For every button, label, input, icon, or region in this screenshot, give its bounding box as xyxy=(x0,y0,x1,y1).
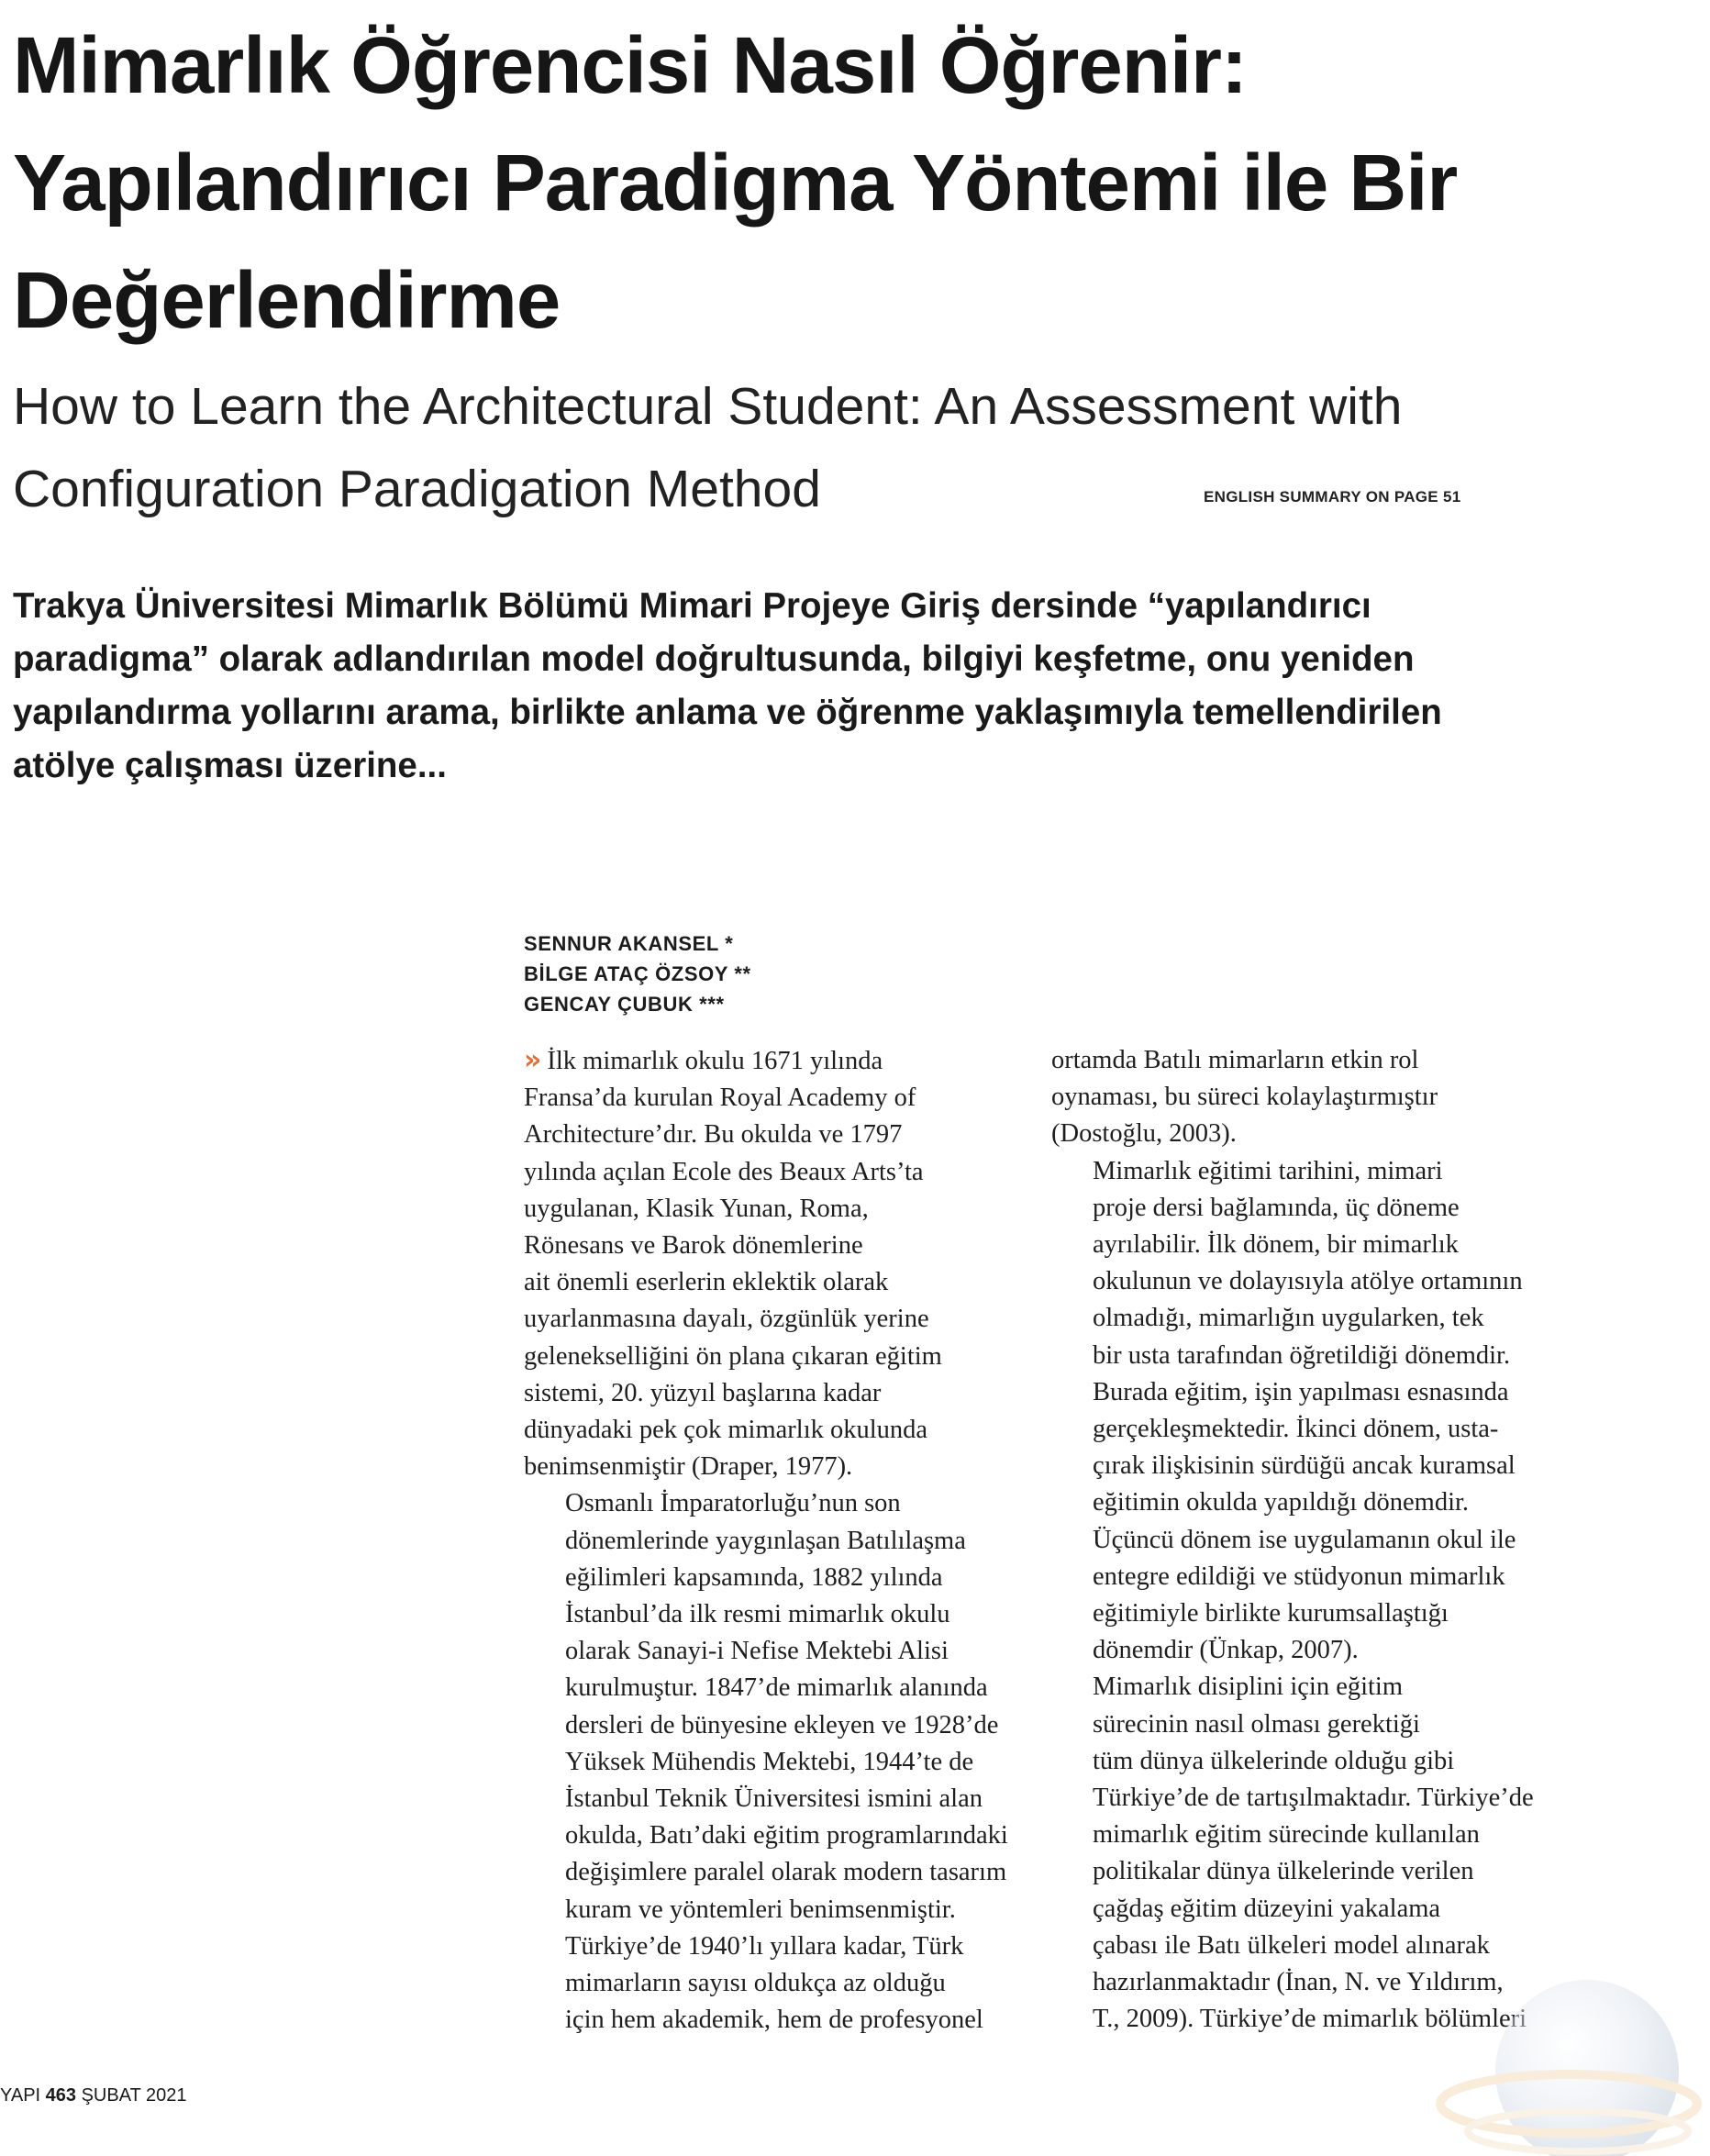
body-paragraph xyxy=(1051,1153,1565,1670)
text-line: Yüksek Mühendis Mektebi, 1944’te de xyxy=(565,1747,974,1776)
text-line: tüm dünya ülkelerinde olduğu gibi xyxy=(1093,1746,1455,1775)
text-line: olmadığı, mimarlığın uygularken, tek xyxy=(1093,1304,1484,1333)
text-line: ortamda Batılı mimarların etkin rol xyxy=(1051,1046,1419,1074)
text-line: Türkiye’de 1940’lı yıllara kadar, Türk xyxy=(565,1931,964,1961)
text-line: gerçekleşmektedir. İkinci dönem, usta- xyxy=(1093,1415,1499,1444)
body-paragraph xyxy=(1051,1042,1565,1153)
text-line: gelenekselliğini ön plana çıkaran eğitim xyxy=(524,1341,942,1371)
text-line: dünyadaki pek çok mimarlık okulunda xyxy=(524,1416,928,1445)
lead-line: Trakya Üniversitesi Mimarlık Bölümü Mimari Projeye Giriş dersinde “yapılandırıcı xyxy=(13,586,1371,626)
text-line: dersleri de bünyesine ekleyen ve 1928’de xyxy=(565,1710,999,1739)
author-name: BİLGE ATAÇ ÖZSOY ** xyxy=(524,962,751,985)
author-name: GENCAY ÇUBUK *** xyxy=(524,993,725,1016)
text-line: T., 2009). Türkiye’de mimarlık bölümleri xyxy=(1093,2005,1527,2034)
text-fragment: İlk mimarlık okulu 1671 yılında xyxy=(547,1047,883,1075)
text-line: eğitimin okulda yapıldığı dönemdir. xyxy=(1093,1488,1470,1517)
issue-date: ŞUBAT 2021 xyxy=(81,2085,187,2106)
author-name: SENNUR AKANSEL * xyxy=(524,932,734,955)
text-line: uygulanan, Klasik Yunan, Roma, xyxy=(524,1194,869,1223)
body-paragraph xyxy=(524,1042,1038,1485)
text-line: bir usta tarafından öğretildiği dönemdir. xyxy=(1093,1340,1511,1370)
text-line: oynaması, bu süreci kolaylaştırmıştır xyxy=(1051,1083,1438,1112)
text-line: Rönesans ve Barok dönemlerine xyxy=(524,1231,863,1261)
text-line: olarak Sanayi-i Nefise Mektebi Alisi xyxy=(565,1637,949,1666)
text-line: çabası ile Batı ülkeleri model alınarak xyxy=(1093,1930,1490,1960)
subtitle-line: How to Learn the Architectural Student: An Assessment with xyxy=(13,377,1403,436)
lead-paragraph xyxy=(13,580,1517,793)
text-line: kuram ve yöntemleri benimsenmiştir. xyxy=(565,1895,956,1924)
body-column-left xyxy=(524,1042,1038,2039)
text-line: çırak ilişkisinin sürdüğü ancak kuramsal xyxy=(1093,1451,1516,1481)
text-line: Burada eğitim, işin yapılması esnasında xyxy=(1093,1377,1509,1406)
article-title xyxy=(13,7,1646,360)
text-line: Osmanlı İmparatorluğu’nun son xyxy=(565,1489,901,1518)
magazine-name: YAPI xyxy=(0,2085,41,2106)
text-line xyxy=(524,1042,1038,1080)
text-line: okulunun ve dolayısıyla atölye ortamının xyxy=(1093,1267,1523,1296)
text-line: Mimarlık disiplini için eğitim xyxy=(1093,1673,1404,1702)
text-line: dönemdir (Ünkap, 2007). xyxy=(1093,1636,1359,1665)
english-summary-note: ENGLISH SUMMARY ON PAGE 51 xyxy=(1204,488,1461,506)
text-line: sistemi, 20. yüzyıl başlarına kadar xyxy=(524,1378,882,1407)
text-line: entegre edildiği ve stüdyonun mimarlık xyxy=(1093,1561,1505,1591)
lead-line: yapılandırma yollarını arama, birlikte anlama ve öğrenme yaklaşımıyla temellendirilen xyxy=(13,693,1442,732)
body-column-right xyxy=(1051,1042,1565,2038)
text-line: ait önemli eserlerin eklektik olarak xyxy=(524,1268,889,1297)
text-line: politikalar dünya ülkelerinde verilen xyxy=(1093,1857,1474,1886)
text-line: Mimarlık eğitimi tarihini, mimari xyxy=(1093,1156,1443,1185)
text-line: dönemlerinde yaygınlaşan Batılılaşma xyxy=(565,1526,966,1555)
text-line: yılında açılan Ecole des Beaux Arts’ta xyxy=(524,1157,924,1186)
text-line: okulda, Batı’daki eğitim programlarındaki xyxy=(565,1821,1008,1850)
text-line: mimarların sayısı oldukça az olduğu xyxy=(565,1969,946,1998)
text-line: sürecinin nasıl olması gerektiği xyxy=(1093,1709,1420,1739)
title-line: Mimarlık Öğrencisi Nasıl Öğrenir: xyxy=(13,21,1247,110)
text-line: Fransa’da kurulan Royal Academy of xyxy=(524,1084,916,1113)
text-line: ayrılabilir. İlk dönem, bir mimarlık xyxy=(1093,1230,1459,1260)
globe-logo-icon xyxy=(1431,1943,1706,2156)
text-line: İstanbul Teknik Üniversitesi ismini alan xyxy=(565,1784,983,1814)
text-line: Üçüncü dönem ise uygulamanın okul ile xyxy=(1093,1525,1516,1554)
text-line: İstanbul’da ilk resmi mimarlık okulu xyxy=(565,1600,950,1629)
author-list xyxy=(524,928,751,1019)
text-line: Türkiye’de de tartışılmaktadır. Türkiye’de xyxy=(1093,1784,1534,1813)
paragraph-marker-icon: » xyxy=(524,1044,542,1076)
text-line: benimsenmiştir (Draper, 1977). xyxy=(524,1452,853,1482)
text-line: eğilimleri kapsamında, 1882 yılında xyxy=(565,1562,943,1592)
page-footer xyxy=(0,2085,186,2106)
text-line: proje dersi bağlamında, üç döneme xyxy=(1093,1193,1460,1222)
lead-line: paradigma” olarak adlandırılan model doğrultusunda, bilgiyi keşfetme, onu yeniden xyxy=(13,639,1415,679)
subtitle-line: Configuration Paradigation Method xyxy=(13,460,821,518)
text-line: kurulmuştur. 1847’de mimarlık alanında xyxy=(565,1673,988,1703)
text-line: Architecture’dır. Bu okulda ve 1797 xyxy=(524,1120,903,1150)
title-line: Yapılandırıcı Paradigma Yöntemi ile Bir xyxy=(13,139,1458,228)
text-line: mimarlık eğitim sürecinde kullanılan xyxy=(1093,1820,1480,1850)
body-paragraph xyxy=(524,1485,1038,2039)
issue-number: 463 xyxy=(45,2085,77,2106)
text-line: uyarlanmasına dayalı, özgünlük yerine xyxy=(524,1305,929,1334)
text-line: değişimlere paralel olarak modern tasarım xyxy=(565,1858,1007,1887)
text-line: hazırlanmaktadır (İnan, N. ve Yıldırım, xyxy=(1093,1968,1504,1997)
text-line: için hem akademik, hem de profesyonel xyxy=(565,2006,983,2035)
text-line: çağdaş eğitim düzeyini yakalama xyxy=(1093,1894,1441,1923)
text-line: eğitimiyle birlikte kurumsallaştığı xyxy=(1093,1599,1449,1628)
title-line: Değerlendirme xyxy=(13,256,561,345)
lead-line: atölye çalışması üzerine... xyxy=(13,746,447,785)
text-line: (Dostoğlu, 2003). xyxy=(1051,1119,1237,1149)
